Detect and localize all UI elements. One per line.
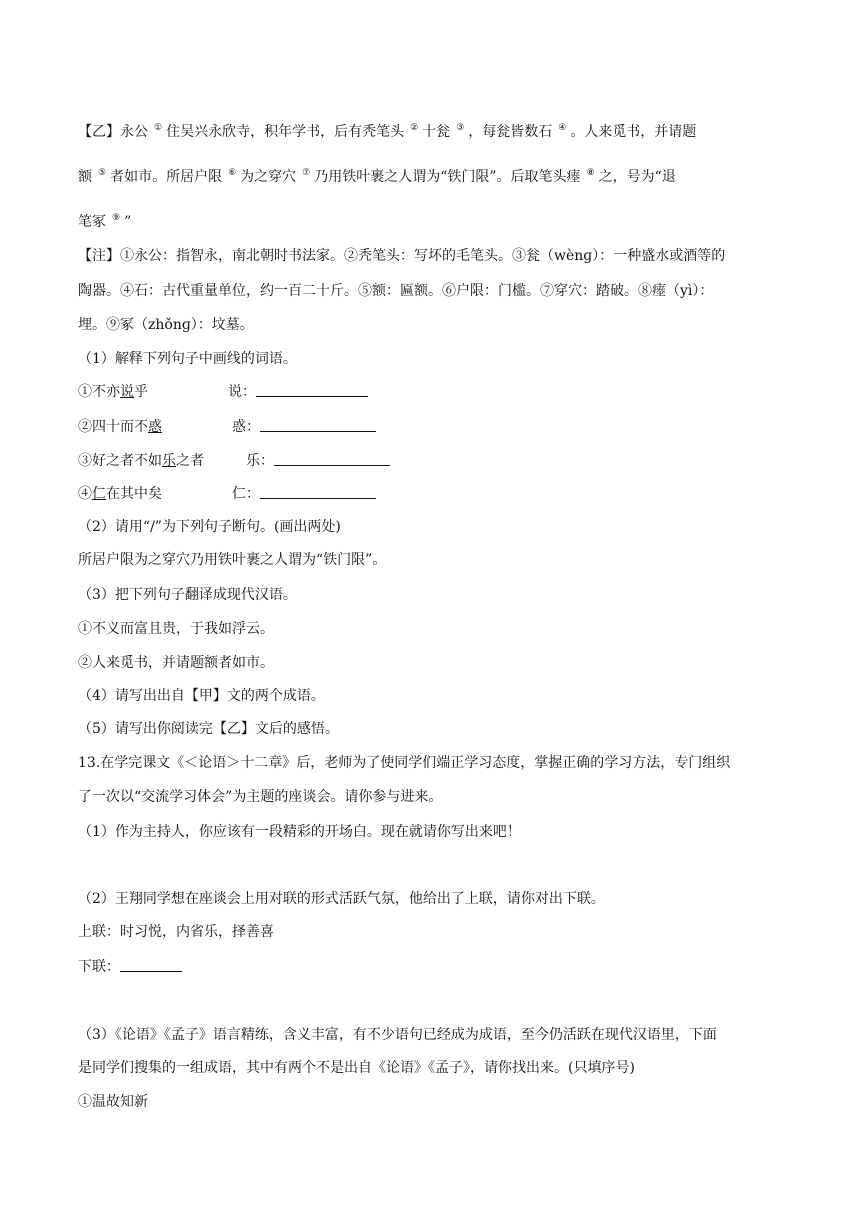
answer-label: 乐： xyxy=(246,451,390,471)
passage-line-3 xyxy=(78,208,131,232)
couplet-lower xyxy=(78,957,182,977)
footnote-marker: ④ xyxy=(558,123,567,133)
text: 之，号为“退 xyxy=(598,169,676,185)
footnote-marker: ⑧ xyxy=(586,168,595,178)
footnote-marker: ⑤ xyxy=(98,168,107,178)
q1-item xyxy=(78,484,478,504)
answer-blank[interactable] xyxy=(256,382,368,397)
underlined-word: 乐 xyxy=(162,453,176,469)
text: 。人来觅书，并请题 xyxy=(570,124,697,140)
answer-blank[interactable] xyxy=(260,484,376,499)
text: ②四十而不 xyxy=(78,419,148,435)
note-line: 陶器。④石：古代重量单位，约一百二十斤。⑤额：匾额。⑥户限：门槛。⑦穿穴：踏破。⑧瘗（yì）： xyxy=(78,283,714,299)
text: 在其中矣 xyxy=(106,486,162,502)
question-4-title: （4）请写出出自【甲】文的两个成语。 xyxy=(78,688,325,704)
answer-label: 仁： xyxy=(232,484,376,504)
question-3-title: （3）把下列句子翻译成现代汉语。 xyxy=(78,587,297,603)
text: 为之穿穴 xyxy=(240,169,297,185)
question-13-sub-2: （2）王翔同学想在座谈会上用对联的形式活跃气氛，他给出了上联，请你对出下联。 xyxy=(78,891,605,907)
passage-line-1 xyxy=(78,118,696,142)
note-line: 【注】①永公：指智永，南北朝时书法家。②秃笔头：写坏的毛笔头。③瓮（wènɡ）：一种盛水或酒等的 xyxy=(78,248,726,264)
footnote-marker: ⑦ xyxy=(302,168,311,178)
text: ” xyxy=(124,214,132,230)
passage-line-2 xyxy=(78,163,676,187)
footnote-marker: ③ xyxy=(456,123,465,133)
question-1-title: （1）解释下列句子中画线的词语。 xyxy=(78,351,297,367)
text: 住吴兴永欣寺，积年学书，后有秃笔头 xyxy=(166,124,405,140)
text: ，每瓮皆数石 xyxy=(468,124,553,140)
answer-label: 说： xyxy=(228,382,368,402)
question-2-sentence: 所居户限为之穿穴乃用铁叶裹之人谓为“铁门限”。 xyxy=(78,552,387,568)
text: 乎 xyxy=(134,384,148,400)
question-13-sub-1: （1）作为主持人，你应该有一段精彩的开场白。现在就请你写出来吧！ xyxy=(78,824,521,840)
q1-item xyxy=(78,451,478,471)
question-13-line-2: 了一次以“交流学习体会”为主题的座谈会。请你参与进来。 xyxy=(78,789,443,805)
text: ③好之者不如 xyxy=(78,453,162,469)
answer-blank[interactable] xyxy=(260,417,376,432)
question-13-sub-3-line-2: 是同学们搜集的一组成语，其中有两个不是出自《论语》《孟子》，请你找出来。(只填序号) xyxy=(78,1060,635,1076)
q1-item xyxy=(78,382,478,402)
text: ④ xyxy=(78,486,92,502)
footnote-marker: ⑨ xyxy=(112,213,121,223)
text: 者如市。所居户限 xyxy=(110,169,223,185)
q1-item xyxy=(78,417,478,437)
question-13-sub-3-line-1: （3）《论语》《孟子》语言精练，含义丰富，有不少语句已经成为成语，至今仍活跃在现代汉语里，下面 xyxy=(78,1027,717,1043)
text: 笔冢 xyxy=(78,214,106,230)
question-13-line-1: 13.在学完课文《＜论语＞十二章》后，老师为了使同学们端正学习态度，掌握正确的学习方法，专门组织 xyxy=(78,755,731,771)
note-line: 埋。⑨冢（zhǒnɡ）：坟墓。 xyxy=(78,317,254,333)
text: 下联： xyxy=(78,959,120,975)
footnote-marker: ② xyxy=(410,123,419,133)
question-3-sentence-b: ②人来觅书，并请题额者如市。 xyxy=(78,655,274,671)
question-3-sentence-a: ①不义而富且贵，于我如浮云。 xyxy=(78,621,274,637)
text: 【乙】永公 xyxy=(78,124,148,140)
idiom-option-1: ①温故知新 xyxy=(78,1094,148,1110)
answer-blank[interactable] xyxy=(120,957,182,972)
answer-blank[interactable] xyxy=(274,451,390,466)
underlined-word: 仁 xyxy=(92,486,106,502)
text: 乃用铁叶裹之人谓为“铁门限”。后取笔头瘗 xyxy=(314,169,581,185)
footnote-marker: ⑥ xyxy=(228,168,237,178)
footnote-marker: ① xyxy=(154,123,163,133)
text: 额 xyxy=(78,169,92,185)
question-2-title: （2）请用“/”为下列句子断句。(画出两处) xyxy=(78,519,341,535)
text: ①不亦 xyxy=(78,384,120,400)
text: 之者 xyxy=(176,453,204,469)
answer-label: 惑： xyxy=(232,417,376,437)
question-5-title: （5）请写出你阅读完【乙】文后的感悟。 xyxy=(78,721,339,737)
underlined-word: 说 xyxy=(120,384,134,400)
couplet-upper: 上联：时习悦，内省乐，择善喜 xyxy=(78,924,274,940)
text: 十瓮 xyxy=(422,124,451,140)
underlined-word: 惑 xyxy=(148,419,162,435)
